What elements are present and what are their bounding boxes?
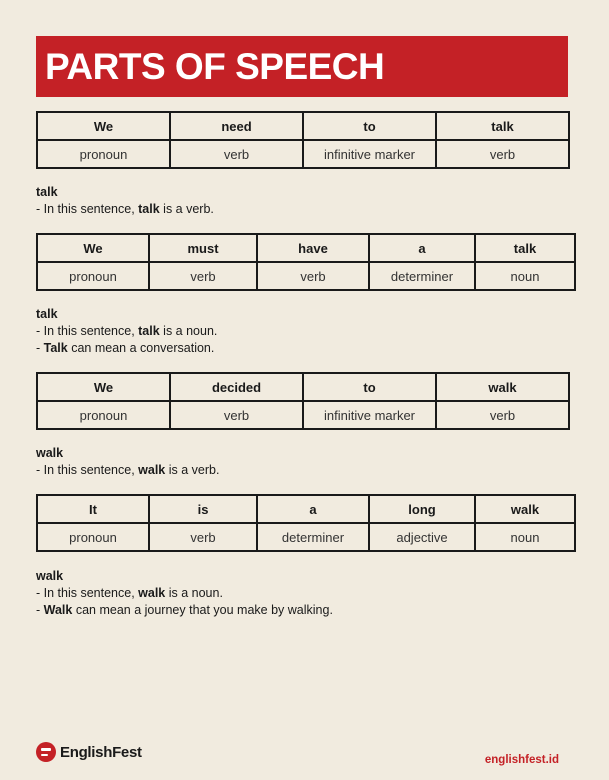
word-cell: We — [37, 112, 170, 140]
word-cell: to — [303, 373, 436, 401]
tag-cell: noun — [475, 523, 575, 551]
word-row — [37, 373, 569, 401]
tag-cell: pronoun — [37, 401, 170, 429]
word-cell: long — [369, 495, 475, 523]
word-cell: have — [257, 234, 369, 262]
tag-cell: verb — [436, 401, 569, 429]
note-4 — [36, 568, 333, 619]
tag-cell: infinitive marker — [303, 401, 436, 429]
tag-cell: verb — [436, 140, 569, 168]
note-line: - In this sentence, talk is a noun. — [36, 324, 218, 338]
word-cell: is — [149, 495, 257, 523]
tag-cell: verb — [170, 401, 303, 429]
word-cell: It — [37, 495, 149, 523]
sentence-table-4 — [36, 494, 576, 552]
note-word: walk — [36, 569, 64, 583]
note-1 — [36, 184, 214, 218]
tag-cell: noun — [475, 262, 575, 290]
word-cell: need — [170, 112, 303, 140]
note-line: - In this sentence, walk is a noun. — [36, 586, 223, 600]
word-cell: We — [37, 373, 170, 401]
tag-cell: verb — [149, 523, 257, 551]
sentence-table-3 — [36, 372, 570, 430]
word-cell: walk — [436, 373, 569, 401]
sentence-table-2 — [36, 233, 576, 291]
page-title: PARTS OF SPEECH — [45, 46, 385, 87]
tag-row — [37, 523, 575, 551]
title-banner — [36, 36, 568, 97]
word-cell: a — [369, 234, 475, 262]
tag-cell: pronoun — [37, 140, 170, 168]
brand-name: EnglishFest — [60, 743, 142, 761]
tag-cell: verb — [257, 262, 369, 290]
word-cell: talk — [436, 112, 569, 140]
word-cell: must — [149, 234, 257, 262]
sentence-table-1 — [36, 111, 570, 169]
tag-row — [37, 140, 569, 168]
note-word: walk — [36, 446, 64, 460]
tag-cell: verb — [149, 262, 257, 290]
word-cell: a — [257, 495, 369, 523]
tag-cell: adjective — [369, 523, 475, 551]
word-cell: We — [37, 234, 149, 262]
word-cell: talk — [475, 234, 575, 262]
word-cell: walk — [475, 495, 575, 523]
note-3 — [36, 445, 219, 479]
tag-cell: determiner — [257, 523, 369, 551]
note-word: talk — [36, 185, 58, 199]
brand-logo — [36, 742, 142, 762]
tag-cell: verb — [170, 140, 303, 168]
note-line: - Talk can mean a conversation. — [36, 341, 215, 355]
note-word: talk — [36, 307, 58, 321]
tag-cell: infinitive marker — [303, 140, 436, 168]
word-cell: decided — [170, 373, 303, 401]
word-row — [37, 495, 575, 523]
tag-cell: pronoun — [37, 523, 149, 551]
word-cell: to — [303, 112, 436, 140]
tag-row — [37, 401, 569, 429]
word-row — [37, 112, 569, 140]
word-row — [37, 234, 575, 262]
englishfest-logo-icon — [36, 742, 56, 762]
note-2 — [36, 306, 217, 357]
tag-cell: pronoun — [37, 262, 149, 290]
website-url[interactable]: englishfest.id — [484, 754, 559, 766]
tag-row — [37, 262, 575, 290]
note-line: - In this sentence, talk is a verb. — [36, 202, 214, 216]
note-line: - Walk can mean a journey that you make by walking. — [36, 603, 333, 617]
tag-cell: determiner — [369, 262, 475, 290]
note-line: - In this sentence, walk is a verb. — [36, 463, 220, 477]
